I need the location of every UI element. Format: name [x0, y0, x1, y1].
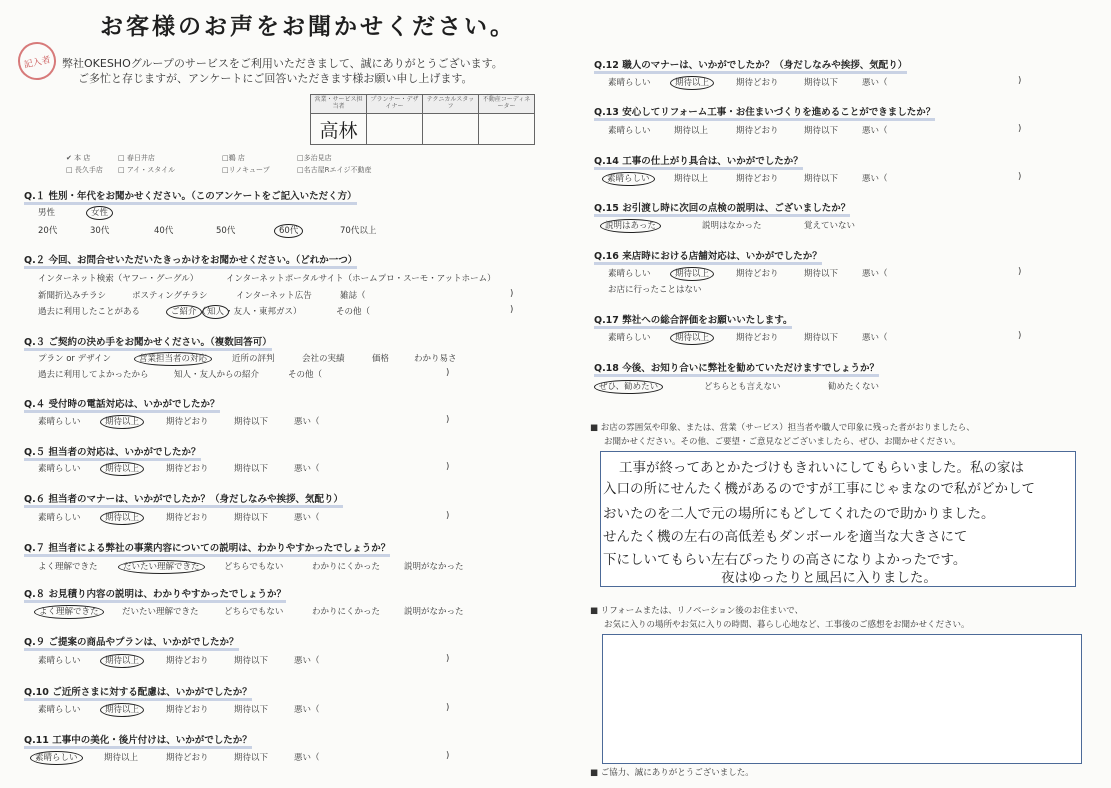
- q12-title: [594, 57, 907, 71]
- q4-opt-above[interactable]: [104, 415, 140, 427]
- q1-title: [24, 188, 357, 202]
- handwritten-line-4: せんたく機の左右の高低差もダンボールを適当な大きさにて: [603, 529, 968, 545]
- q14-opt-above[interactable]: 期待以上: [674, 174, 709, 184]
- q4-title-text: Q.４ 受付時の電話対応は、いかがでしたか？: [24, 399, 220, 413]
- q2-option-newspaper[interactable]: 新聞折込みチラシ: [38, 291, 107, 301]
- q6-close-paren: ): [446, 511, 450, 521]
- q3-option-other[interactable]: その他（: [288, 370, 323, 380]
- q2-magazine-close: ): [510, 289, 514, 299]
- q9-opt-bad[interactable]: 悪い（: [294, 656, 320, 666]
- q9-title-text: Q.９ ご提案の商品やプランは、いかがでしたか？: [24, 637, 239, 651]
- q15-opt-dont-remember[interactable]: 覚えていない: [804, 221, 856, 231]
- q13-title: [594, 104, 935, 118]
- q16-opt-excellent[interactable]: 素晴らしい: [608, 269, 651, 279]
- q3-option-sales-staff-label: 営業担当者の対応: [134, 352, 212, 366]
- q6-opt-above[interactable]: [104, 511, 140, 523]
- store-checkbox[interactable]: □ アイ・スタイル: [118, 166, 176, 174]
- q16-opt-below[interactable]: 期待以下: [804, 269, 839, 279]
- q15-opt-explained-label: 説明はあった: [600, 219, 661, 233]
- q2-option-web-ad[interactable]: インターネット広告: [236, 291, 312, 301]
- q5-opt-expected[interactable]: 期待どおり: [166, 464, 209, 474]
- q14-close-paren: ): [1018, 172, 1022, 182]
- q10-opt-above-label: 期待以上: [100, 703, 144, 717]
- handwritten-line-3: おいたのを二人で元の場所にもどしてくれたので助かりました。: [603, 506, 995, 522]
- q8-opt-none[interactable]: 説明がなかった: [404, 607, 464, 617]
- reform-box[interactable]: [602, 634, 1082, 764]
- q15-opt-explained[interactable]: [604, 219, 657, 231]
- q17-opt-expected[interactable]: 期待どおり: [736, 333, 779, 343]
- q9-opt-above-label: 期待以上: [100, 654, 144, 668]
- q3-option-reputation[interactable]: 近所の評判: [232, 354, 275, 364]
- q18-opt-not-recommend[interactable]: 勧めたくない: [828, 382, 880, 392]
- q10-title: [24, 684, 252, 698]
- q7-opt-none[interactable]: 説明がなかった: [404, 562, 464, 572]
- q8-opt-well[interactable]: [38, 605, 100, 617]
- q3-option-plan[interactable]: プラン or デザイン: [38, 354, 112, 364]
- q17-opt-above[interactable]: [674, 331, 710, 343]
- staff-value-technical: [423, 114, 479, 145]
- q17-opt-below[interactable]: 期待以下: [804, 333, 839, 343]
- q13-opt-expected[interactable]: 期待どおり: [736, 126, 779, 136]
- comments-heading-1: ■ お店の雰囲気や印象、または、営業（サービス）担当者や職人で印象に残った者がおりましたら、: [590, 423, 975, 433]
- q11-opt-bad[interactable]: 悪い（: [294, 753, 320, 763]
- q1-age-30s[interactable]: 30代: [90, 226, 110, 236]
- q6-opt-excellent[interactable]: 素晴らしい: [38, 513, 81, 523]
- q2-option-portal[interactable]: インターネットポータルサイト（ホームプロ・スーモ・アットホーム）: [226, 274, 496, 284]
- q1-age-70s[interactable]: 70代以上: [340, 226, 377, 236]
- q2-option-other[interactable]: その他（: [336, 307, 371, 317]
- q1-age-20s[interactable]: 20代: [38, 226, 58, 236]
- q12-opt-below[interactable]: 期待以下: [804, 78, 839, 88]
- q5-opt-bad[interactable]: 悪い（: [294, 464, 320, 474]
- q9-opt-expected[interactable]: 期待どおり: [166, 656, 209, 666]
- q14-opt-excellent-label: 素晴らしい: [602, 172, 655, 186]
- q15-title: [594, 200, 850, 214]
- q18-opt-recommend[interactable]: [598, 380, 659, 392]
- q12-close-paren: ): [1018, 76, 1022, 86]
- q3-option-clarity[interactable]: わかり易さ: [414, 354, 457, 364]
- q13-opt-excellent[interactable]: 素晴らしい: [608, 126, 651, 136]
- q16-opt-above[interactable]: [674, 267, 710, 279]
- q5-title: [24, 444, 201, 458]
- q3-option-sales-staff[interactable]: [138, 352, 208, 364]
- q13-title-text: Q.13 安心してリフォーム工事・お住まいづくりを進めることができましたか？: [594, 107, 935, 121]
- q11-opt-below[interactable]: 期待以下: [234, 753, 269, 763]
- q10-opt-bad[interactable]: 悪い（: [294, 705, 320, 715]
- q9-close-paren: ): [446, 654, 450, 664]
- staff-value-sales: 高林: [311, 114, 367, 145]
- q1-gender-female-label: 女性: [86, 206, 113, 220]
- store-checkbox[interactable]: □ 春日井店: [118, 154, 155, 162]
- q18-title-text: Q.18 今後、お知り合いに弊社を勧めていただけますでしょうか？: [594, 363, 879, 377]
- q10-close-paren: ): [446, 703, 450, 713]
- q17-close-paren: ): [1018, 331, 1022, 341]
- q12-opt-excellent[interactable]: 素晴らしい: [608, 78, 651, 88]
- q2-title: [24, 252, 357, 266]
- q1-age-50s[interactable]: 50代: [216, 226, 236, 236]
- q17-title: [594, 312, 792, 326]
- q12-opt-above-label: 期待以上: [670, 76, 714, 90]
- q8-title: [24, 586, 286, 600]
- q6-title-text: Q.６ 担当者のマナーは、いかがでしたか？（身だしなみや挨拶、気配り）: [24, 494, 343, 508]
- q18-opt-recommend-label: ぜひ、勧めたい: [594, 380, 663, 394]
- q9-opt-excellent[interactable]: 素晴らしい: [38, 656, 81, 666]
- q16-opt-bad[interactable]: 悪い（: [862, 269, 888, 279]
- q4-opt-bad[interactable]: 悪い（: [294, 417, 320, 427]
- q11-opt-above[interactable]: 期待以上: [104, 753, 139, 763]
- q7-opt-mostly[interactable]: [122, 560, 201, 572]
- q18-opt-neutral[interactable]: どちらとも言えない: [704, 382, 781, 392]
- q6-opt-below[interactable]: 期待以下: [234, 513, 269, 523]
- reform-heading-1: ■ リフォームまたは、リノベーション後のお住まいで、: [590, 606, 804, 616]
- q4-opt-below[interactable]: 期待以下: [234, 417, 269, 427]
- q13-opt-below[interactable]: 期待以下: [804, 126, 839, 136]
- q5-opt-above[interactable]: [104, 462, 140, 474]
- q6-title: [24, 491, 343, 505]
- handwritten-line-6: 夜はゆったりと風呂に入りました。: [721, 570, 937, 586]
- q16-title-text: Q.16 来店時における店舗対応は、いかがでしたか？: [594, 251, 822, 265]
- page-title: お客様のお声をお聞かせください。: [100, 14, 516, 40]
- q13-opt-above[interactable]: 期待以上: [674, 126, 709, 136]
- q10-opt-expected[interactable]: 期待どおり: [166, 705, 209, 715]
- comments-heading-2: お聞かせください。その他、ご要望・ご意見などございましたら、ぜひ、お聞かせください。: [604, 437, 961, 447]
- intro-line-2: ご多忙と存じますが、アンケートにご回答いただきます様お願い申し上げます。: [78, 72, 473, 85]
- q4-opt-above-label: 期待以上: [100, 415, 144, 429]
- q13-close-paren: ): [1018, 124, 1022, 134]
- q3-option-friend-referral[interactable]: 知人・友人からの紹介: [174, 370, 260, 380]
- store-checkbox[interactable]: □多治見店: [297, 154, 332, 162]
- q10-opt-below[interactable]: 期待以下: [234, 705, 269, 715]
- q2-option-referral-label: ご紹介: [166, 305, 202, 319]
- q16-opt-above-label: 期待以上: [670, 267, 714, 281]
- q7-opt-mostly-label: だいたい理解できた: [118, 560, 205, 574]
- q11-title-text: Q.11 工事中の美化・後片付けは、いかがでしたか？: [24, 735, 252, 749]
- q2-title-text: Q.２ 今回、お問合せいただいたきっかけをお聞かせください。（どれか一つ）: [24, 255, 357, 269]
- staff-value-realestate: [479, 114, 535, 145]
- store-checkbox[interactable]: □リノキューブ: [222, 166, 270, 174]
- q5-opt-below[interactable]: 期待以下: [234, 464, 269, 474]
- q14-opt-below[interactable]: 期待以下: [804, 174, 839, 184]
- comments-box[interactable]: [600, 451, 1076, 587]
- q1-age-60s-label: 60代: [274, 224, 303, 238]
- q1-gender-female[interactable]: [90, 206, 109, 218]
- q1-gender-male[interactable]: 男性: [38, 208, 56, 218]
- q10-title-text: Q.10 ご近所さまに対する配慮は、いかがでしたか？: [24, 687, 252, 701]
- q11-opt-excellent[interactable]: [34, 751, 79, 763]
- q12-opt-expected[interactable]: 期待どおり: [736, 78, 779, 88]
- q5-title-text: Q.５ 担当者の対応は、いかがでしたか？: [24, 447, 201, 461]
- q12-opt-above[interactable]: [674, 76, 710, 88]
- staff-header-realestate: 不動産コーディネーター: [479, 95, 535, 114]
- q12-title-text: Q.12 職人のマナーは、いかがでしたか？（身だしなみや挨拶、気配り）: [594, 60, 907, 74]
- q10-opt-excellent[interactable]: 素晴らしい: [38, 705, 81, 715]
- store-checkbox[interactable]: □鵜 店: [222, 154, 245, 162]
- q8-title-text: Q.８ お見積り内容の説明は、わかりやすかったでしょうか？: [24, 589, 286, 603]
- q4-opt-excellent[interactable]: 素晴らしい: [38, 417, 81, 427]
- q8-opt-unclear[interactable]: わかりにくかった: [312, 607, 381, 617]
- q11-title: [24, 732, 252, 746]
- q3-other-close: ): [446, 368, 450, 378]
- q14-opt-expected[interactable]: 期待どおり: [736, 174, 779, 184]
- q9-opt-below[interactable]: 期待以下: [234, 656, 269, 666]
- q16-opt-never-visited[interactable]: お店に行ったことはない: [608, 285, 702, 295]
- q11-close-paren: ): [446, 751, 450, 761]
- q16-title: [594, 248, 822, 262]
- q15-opt-not-explained[interactable]: 説明はなかった: [702, 221, 762, 231]
- handwritten-line-2: 入口の所にせんたく機があるのですが工事にじゃまなので私がどかして: [603, 481, 1035, 497]
- handwritten-line-1: 工事が終ってあとかたづけもきれいにしてもらいました。私の家は: [619, 460, 1024, 476]
- q1-title-text: Q.１ 性別・年代をお聞かせください。（このアンケートをご記入いただく方）: [24, 191, 357, 205]
- q17-title-text: Q.17 弊社への総合評価をお願いいたします。: [594, 315, 792, 329]
- q5-close-paren: ): [446, 462, 450, 472]
- q12-opt-bad[interactable]: 悪い（: [862, 78, 888, 88]
- q8-opt-mostly[interactable]: だいたい理解できた: [122, 607, 199, 617]
- q3-title: [24, 334, 272, 348]
- q8-opt-neutral[interactable]: どちらでもない: [224, 607, 284, 617]
- store-checkbox[interactable]: □名古屋Rエイジ不動産: [297, 166, 372, 174]
- q6-opt-expected[interactable]: 期待どおり: [166, 513, 209, 523]
- q4-opt-expected[interactable]: 期待どおり: [166, 417, 209, 427]
- q2-option-posting[interactable]: ポスティングチラシ: [132, 291, 208, 301]
- q7-opt-well[interactable]: よく理解できた: [38, 562, 98, 572]
- q7-title: [24, 540, 390, 554]
- q4-close-paren: ): [446, 415, 450, 425]
- q1-age-60s[interactable]: [278, 224, 299, 236]
- store-checkbox[interactable]: □ 長久手店: [66, 166, 103, 174]
- q11-opt-expected[interactable]: 期待どおり: [166, 753, 209, 763]
- staff-header-technical: テクニカルスタッフ: [423, 95, 479, 114]
- q3-option-price[interactable]: 価格: [372, 354, 390, 364]
- q2-option-search[interactable]: インターネット検索（ヤフー・グーグル）: [38, 274, 199, 284]
- q14-title-text: Q.14 工事の仕上がり具合は、いかがでしたか？: [594, 156, 803, 170]
- q16-close-paren: ): [1018, 267, 1022, 277]
- q3-option-track-record[interactable]: 会社の実績: [302, 354, 345, 364]
- q16-opt-expected[interactable]: 期待どおり: [736, 269, 779, 279]
- intro-line-1: 弊社OKESHOグループのサービスをご利用いただきまして、誠にありがとうございます。: [62, 57, 503, 70]
- store-checkbox[interactable]: ✔ 本 店: [66, 154, 91, 162]
- q7-opt-unclear[interactable]: わかりにくかった: [312, 562, 381, 572]
- q3-option-past-use[interactable]: 過去に利用してよかったから: [38, 370, 149, 380]
- q14-opt-bad[interactable]: 悪い（: [862, 174, 888, 184]
- staff-header-planner: プランナー・デザイナー: [367, 95, 423, 114]
- q7-opt-neutral[interactable]: どちらでもない: [224, 562, 284, 572]
- handwritten-line-5: 下にしいてもらい左右ぴったりの高さになりよかったです。: [603, 552, 967, 568]
- q14-title: [594, 153, 803, 167]
- q6-opt-bad[interactable]: 悪い（: [294, 513, 320, 523]
- q7-title-text: Q.７ 担当者による弊社の事業内容についての説明は、わかりやすかったでしょうか？: [24, 543, 390, 557]
- q17-opt-above-label: 期待以上: [670, 331, 714, 345]
- q2-option-magazine[interactable]: 雑誌（: [340, 291, 366, 301]
- q5-opt-excellent[interactable]: 素晴らしい: [38, 464, 81, 474]
- q18-title: [594, 360, 879, 374]
- q5-opt-above-label: 期待以上: [100, 462, 144, 476]
- q2-option-referral[interactable]: ご紹介（知人・友人・東邦ガス）: [170, 305, 302, 317]
- q3-title-text: Q.３ ご契約の決め手をお聞かせください。（複数回答可）: [24, 337, 272, 351]
- q2-option-acquaintance-label: 知人: [202, 305, 229, 319]
- q8-opt-well-label: よく理解できた: [34, 605, 104, 619]
- q2-option-past-use[interactable]: 過去に利用したことがある: [38, 307, 141, 317]
- q2-other-close: ): [510, 305, 514, 315]
- staff-table: [310, 94, 535, 145]
- staff-header-sales: 営業・サービス担当者: [311, 95, 367, 114]
- q14-opt-excellent[interactable]: [606, 172, 651, 184]
- reform-heading-2: お気に入りの場所やお気に入りの時間、暮らし心地など、工事後のご感想をお聞かせください。: [604, 620, 970, 630]
- seal-stamp: 記入者: [14, 38, 59, 83]
- thanks-note: ■ ご協力、誠にありがとうございました。: [590, 768, 754, 778]
- q10-opt-above[interactable]: [104, 703, 140, 715]
- q4-title: [24, 396, 220, 410]
- q1-age-40s[interactable]: 40代: [154, 226, 174, 236]
- q17-opt-bad[interactable]: 悪い（: [862, 333, 888, 343]
- q15-title-text: Q.15 お引渡し時に次回の点検の説明は、ございましたか？: [594, 203, 850, 217]
- staff-value-planner: [367, 114, 423, 145]
- q6-opt-above-label: 期待以上: [100, 511, 144, 525]
- q9-opt-above[interactable]: [104, 654, 140, 666]
- q13-opt-bad[interactable]: 悪い（: [862, 126, 888, 136]
- q9-title: [24, 634, 239, 648]
- q2-option-referral-rest: ・友人・東邦ガス）: [225, 307, 302, 317]
- q17-opt-excellent[interactable]: 素晴らしい: [608, 333, 651, 343]
- q11-opt-excellent-label: 素晴らしい: [30, 751, 83, 765]
